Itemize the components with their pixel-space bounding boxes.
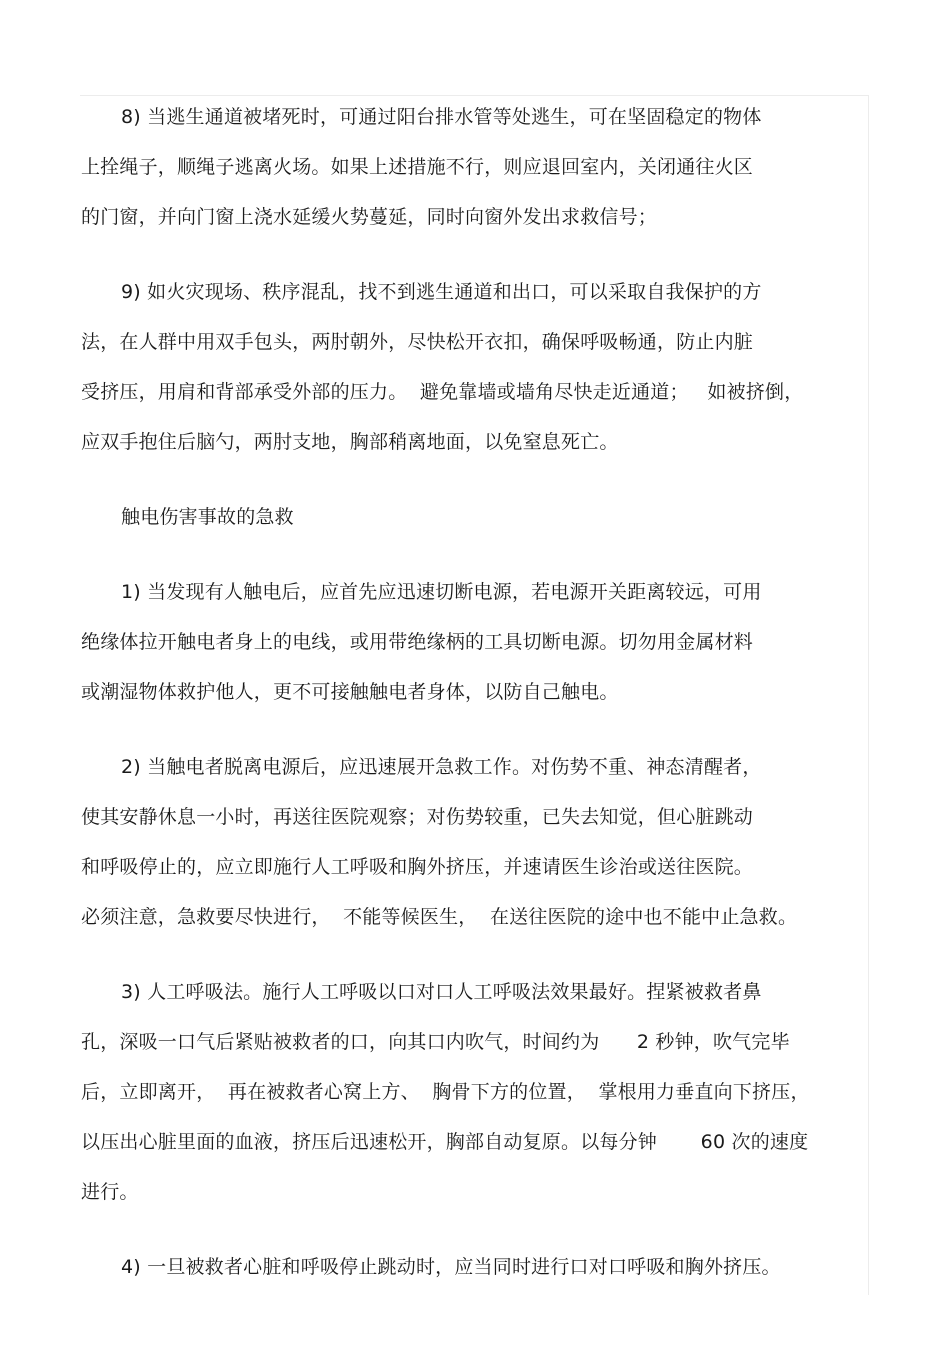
- paragraph-1-line-1: 1) 当发现有人触电后，应首先应迅速切断电源，若电源开关距离较远，可用: [121, 581, 762, 603]
- paragraph-2-line-1: 2) 当触电者脱离电源后，应迅速展开急救工作。对伤势不重、神态清醒者，: [121, 756, 762, 778]
- paragraph-2-line-2: 使其安静休息一小时，再送往医院观察；对伤势较重，已失去知觉，但心脏跳动: [81, 806, 754, 828]
- paragraph-8-line-2: 上拴绳子，顺绳子逃离火场。如果上述措施不行，则应退回室内，关闭通往火区: [81, 156, 754, 178]
- paragraph-8-line-3: 的门窗，并向门窗上浇水延缓火势蔓延，同时向窗外发出求救信号；: [81, 206, 658, 228]
- paragraph-2-line-4: 必须注意，急救要尽快进行， 不能等候医生， 在送往医院的途中也不能中止急救。: [81, 906, 798, 928]
- paragraph-2-line-3: 和呼吸停止的，应立即施行人工呼吸和胸外挤压，并速请医生诊治或送往医院。: [81, 856, 754, 878]
- paragraph-9-line-4: 应双手抱住后脑勺，两肘支地，胸部稍离地面，以免窒息死亡。: [81, 431, 619, 453]
- paragraph-3-line-1: 3) 人工呼吸法。施行人工呼吸以口对口人工呼吸法效果最好。捏紧被救者鼻: [121, 981, 762, 1003]
- paragraph-1-line-3: 或潮湿物体救护他人，更不可接触触电者身体，以防自己触电。: [81, 681, 619, 703]
- paragraph-3-line-4: 以压出心脏里面的血液，挤压后迅速松开，胸部自动复原。以每分钟 60 次的速度: [81, 1131, 809, 1153]
- paragraph-4-line-1: 4) 一旦被救者心脏和呼吸停止跳动时，应当同时进行口对口呼吸和胸外挤压。: [121, 1256, 781, 1278]
- paragraph-3-line-5: 进行。: [81, 1181, 139, 1203]
- paragraph-9-line-2: 法，在人群中用双手包头，两肘朝外，尽快松开衣扣，确保呼吸畅通，防止内脏: [81, 331, 754, 353]
- paragraph-9-line-1: 9) 如火灾现场、秩序混乱，找不到逃生通道和出口，可以采取自我保护的方: [121, 281, 762, 303]
- section-heading: 触电伤害事故的急救: [121, 506, 294, 528]
- paragraph-8-line-1: 8) 当逃生通道被堵死时，可通过阳台排水管等处逃生，可在坚固稳定的物体: [121, 106, 762, 128]
- paragraph-9-line-3: 受挤压，用肩和背部承受外部的压力。 避免靠墙或墙角尽快走近通道； 如被挤倒，: [81, 381, 804, 403]
- paragraph-3-line-3: 后，立即离开， 再在被救者心窝上方、 胸骨下方的位置， 掌根用力垂直向下挤压，: [81, 1081, 810, 1103]
- paragraph-3-line-2: 孔，深吸一口气后紧贴被救者的口，向其口内吹气，时间约为 2 秒钟，吹气完毕: [81, 1031, 790, 1053]
- paragraph-1-line-2: 绝缘体拉开触电者身上的电线，或用带绝缘柄的工具切断电源。切勿用金属材料: [81, 631, 754, 653]
